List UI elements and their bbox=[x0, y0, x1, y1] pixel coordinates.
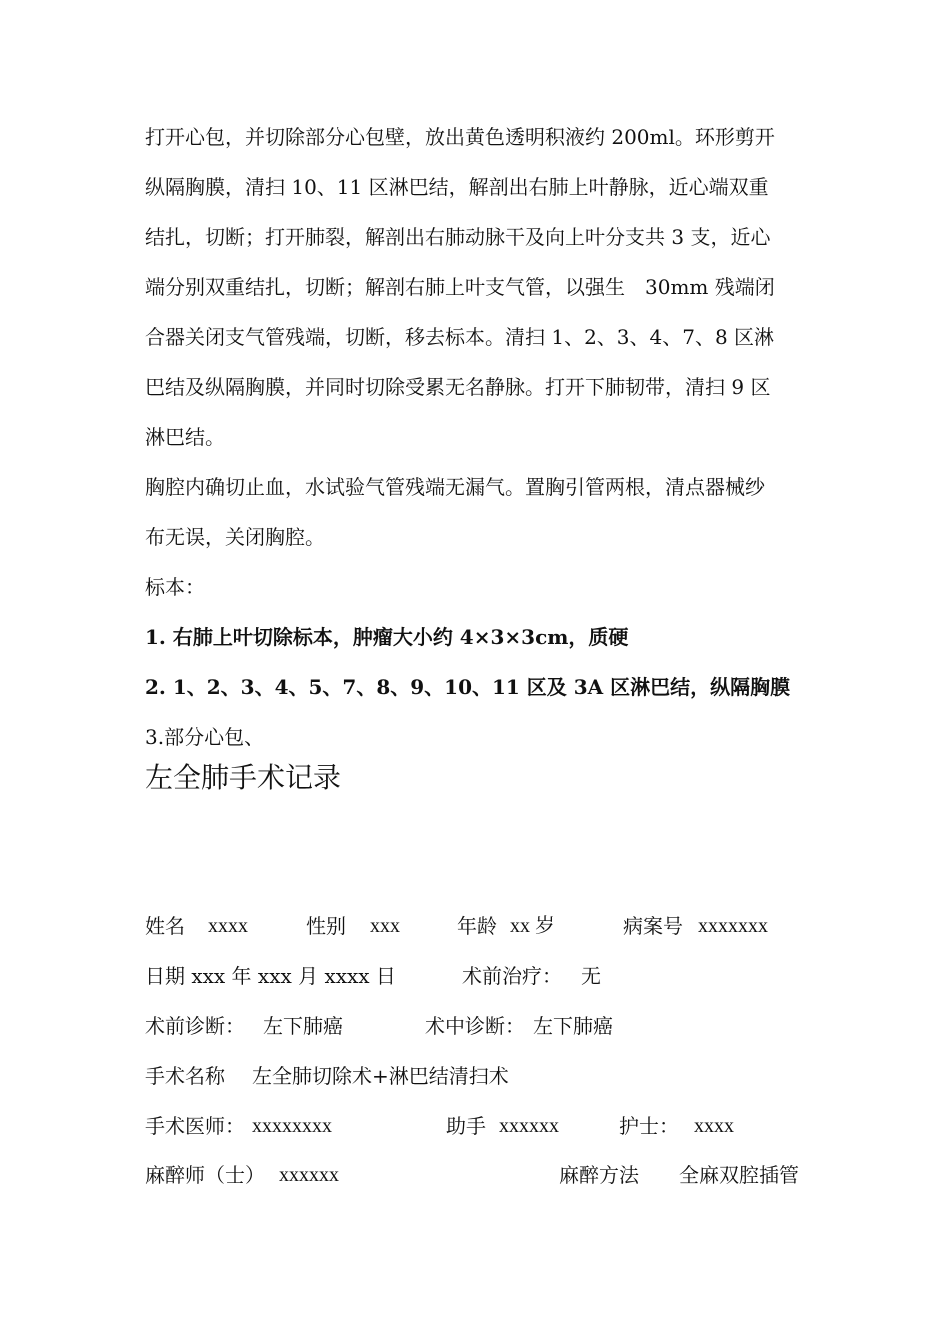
operation-description-paragraph bbox=[145, 112, 815, 462]
specimen-item: 3.部分心包、 bbox=[145, 725, 265, 749]
anesthetist-value: xxxxxx bbox=[279, 1164, 339, 1186]
record-title: 左全肺手术记录 bbox=[145, 761, 342, 794]
specimen-item: 2. 1、2、3、4、5、7、8、9、10、11 区及 3A 区淋巴结，纵隔胸膜 bbox=[145, 675, 791, 699]
operation-name-value: 左全肺切除术+淋巴结清扫术 bbox=[252, 1064, 509, 1088]
nurse-value: xxxx bbox=[694, 1115, 734, 1137]
text-line: 合器关闭支气管残端，切断，移去标本。清扫 1、2、3、4、7、8 区淋 bbox=[145, 325, 775, 349]
anesthetist-label: 麻醉师（士） bbox=[145, 1163, 265, 1187]
date-text: 日期 xxx 年 xxx 月 xxxx 日 bbox=[145, 964, 396, 988]
name-value: xxxx bbox=[208, 915, 248, 937]
text-line: 结扎，切断；打开肺裂，解剖出右肺动脉干及向上叶分支共 3 支，近心 bbox=[145, 225, 771, 249]
age-value: xx 岁 bbox=[510, 915, 555, 937]
text-line: 打开心包，并切除部分心包壁，放出黄色透明积液约 200ml。环形剪开 bbox=[145, 125, 775, 149]
name-label: 姓名 bbox=[145, 914, 185, 938]
anesthesia-method-value: 全麻双腔插管 bbox=[679, 1163, 799, 1187]
closing-paragraph bbox=[145, 462, 815, 562]
anesthesia-method-label: 麻醉方法 bbox=[559, 1163, 639, 1187]
case-number-value: xxxxxxx bbox=[698, 915, 768, 937]
intra-diagnosis-label: 术中诊断： bbox=[425, 1014, 525, 1038]
sex-value: xxx bbox=[370, 915, 400, 937]
case-number-label: 病案号 bbox=[623, 914, 683, 938]
specimen-section bbox=[145, 562, 815, 762]
intra-diagnosis-value: 左下肺癌 bbox=[533, 1014, 613, 1038]
nurse-label: 护士： bbox=[619, 1114, 679, 1138]
text-line: 淋巴结。 bbox=[145, 425, 225, 449]
pre-treatment-label: 术前治疗： bbox=[462, 964, 562, 988]
operation-name-label: 手术名称 bbox=[145, 1064, 225, 1088]
surgeon-label: 手术医师： bbox=[145, 1114, 245, 1138]
text-line: 端分别双重结扎，切断；解剖右肺上叶支气管，以强生 30mm 残端闭 bbox=[145, 275, 775, 299]
surgeon-value: xxxxxxxx bbox=[252, 1115, 332, 1137]
text-line: 布无误，关闭胸腔。 bbox=[145, 525, 325, 549]
text-line: 胸腔内确切止血，水试验气管残端无漏气。置胸引管两根，清点器械纱 bbox=[145, 475, 765, 499]
text-line: 巴结及纵隔胸膜，并同时切除受累无名静脉。打开下肺韧带，清扫 9 区 bbox=[145, 375, 771, 399]
text-line: 纵隔胸膜，清扫 10、11 区淋巴结，解剖出右肺上叶静脉，近心端双重 bbox=[145, 175, 769, 199]
pre-diagnosis-label: 术前诊断： bbox=[145, 1014, 245, 1038]
pre-treatment-value: 无 bbox=[581, 964, 601, 988]
assistant-label: 助手 bbox=[446, 1114, 486, 1138]
assistant-value: xxxxxx bbox=[499, 1115, 559, 1137]
age-label: 年龄 bbox=[457, 914, 497, 938]
specimen-label: 标本： bbox=[145, 575, 205, 599]
sex-label: 性别 bbox=[306, 914, 346, 938]
pre-diagnosis-value: 左下肺癌 bbox=[263, 1014, 343, 1038]
specimen-item: 1. 右肺上叶切除标本，肿瘤大小约 4×3×3cm，质硬 bbox=[145, 625, 629, 649]
